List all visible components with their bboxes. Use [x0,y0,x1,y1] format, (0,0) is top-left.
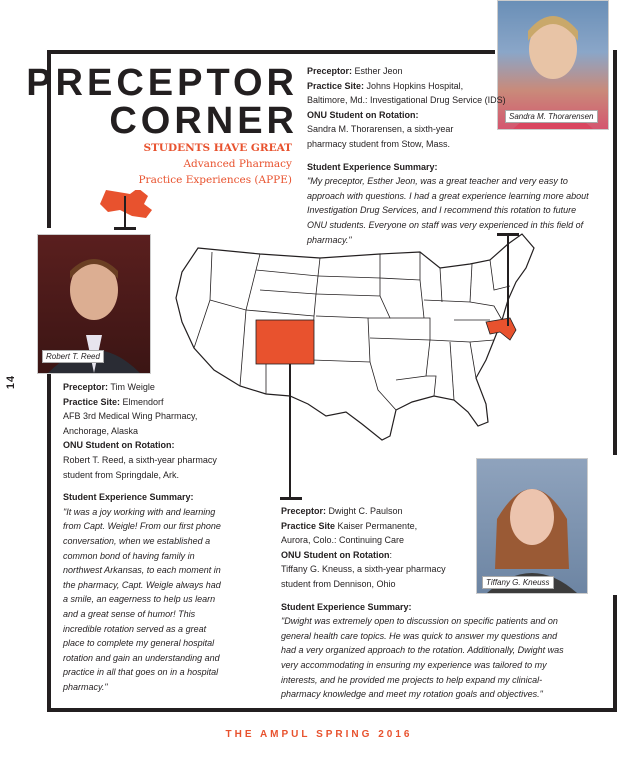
frame-gap [608,455,622,595]
pin-line-maryland [507,234,509,326]
page-subtitle: STUDENTS HAVE GREAT Advanced Pharmacy Practice Experiences (APPE) [138,142,292,186]
alaska-state [100,190,152,218]
pin-line-colorado [289,364,291,498]
caption-thorarensen: Sandra M. Thorarensen [505,110,598,123]
profile-jeon: Preceptor: Esther Jeon Practice Site: Johns Hopkins Hospital, Baltimore, Md.: Investigational Drug Service (IDS) ONU Student on Rotation: Sandra M. Thorarensen, a sixth-year pharmacy student from Stow, Mass. Student Experience Summary: "My preceptor, Esther Jeon, was a great teacher and very easy to approach with questions. I had a great experience learning more about Investigation Drug Services, and I recommend this rotation to future ONU students. Everyone on staff was very experienced in this field of pharmacy." [307,66,589,245]
caption-kneuss: Tiffany G. Kneuss [482,576,554,589]
pin-line-alaska [124,196,126,228]
pin-cap-colorado [280,497,302,500]
caption-reed: Robert T. Reed [42,350,104,363]
pin-cap-alaska [114,227,136,230]
profile-weigle: Preceptor: Tim Weigle Practice Site: Elmendorf AFB 3rd Medical Wing Pharmacy, Anchorage, Alaska ONU Student on Rotation: Robert T. Reed, a sixth-year pharmacy student from Springdale, Ark. Student Experience Summary: "It was a joy working with and learning from Capt. Weigle! From our first phone conversation, when we established a common bond of having family in northwest Arkansas, to each moment in the pharmacy, Capt. Weigle always had a smile, an eagerness to help us learn and a great sense of humor! This incredible rotation served as a great place to complete my general hospital rotation and gain an understanding and practice in all that goes on in a hospital pharmacy." [63,382,221,692]
us-outline [176,234,534,440]
magazine-footer: THE AMPUL SPRING 2016 [225,729,413,740]
page-title: PRECEPTOR CORNER [26,62,298,142]
colorado-state [256,320,314,364]
page-number: 14 [5,374,18,390]
profile-paulson: Preceptor: Dwight C. Paulson Practice Site Kaiser Permanente, Aurora, Colo.: Continuing Care ONU Student on Rotation: Tiffany G. Kneuss, a sixth-year pharmacy student from Dennison, Ohio Student Experience Summary: "Dwight was extremely open to discussion on specific patients and on general health care topics. He was quick to answer my questions and had a very organized approach to the rotation. Additionally, Dwight was very accommodating in ensuring my experience was tailored to my interests, and he provided me projects to help expand my clinical-pharmacy knowledge and meet my rotation goals and objectives." [281,506,564,700]
